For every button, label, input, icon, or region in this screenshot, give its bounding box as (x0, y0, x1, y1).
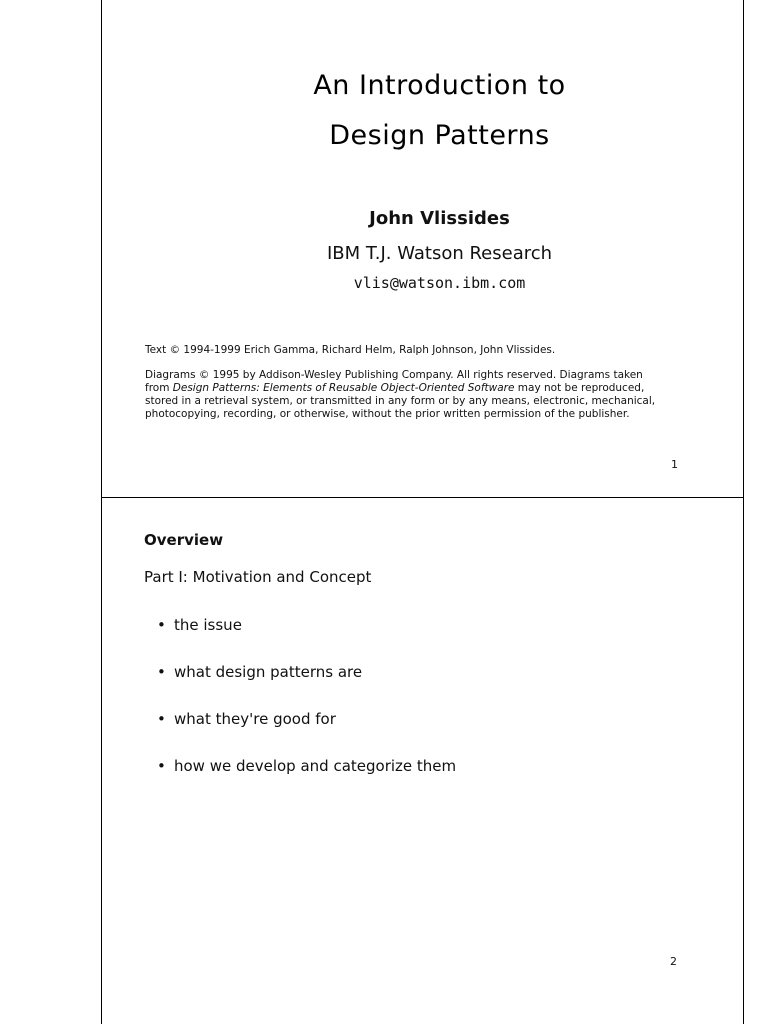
author-email: vlis@watson.ibm.com (353, 274, 526, 292)
page-number: 2 (670, 955, 677, 968)
bullet-icon: • (157, 757, 166, 775)
copyright-diagrams-line-1: Diagrams © 1995 by Addison-Wesley Publishing Company. All rights reserved. Diagrams taken (145, 369, 643, 381)
copyright-text: Text © 1994-1999 Erich Gamma, Richard Helm, Ralph Johnson, John Vlissides. (145, 344, 556, 356)
list-item (157, 616, 242, 634)
affiliation: IBM T.J. Watson Research (326, 243, 553, 264)
bullet-icon: • (157, 663, 166, 681)
page-number: 1 (671, 458, 678, 471)
bullet-icon: • (157, 710, 166, 728)
slide-title-page (102, 0, 743, 497)
copyright-line-2-prefix: from (145, 382, 173, 394)
bullet-icon: • (157, 616, 166, 634)
list-item-text: the issue (174, 616, 242, 634)
copyright-diagrams-line-3: stored in a retrieval system, or transmitted in any form or by any means, electronic, mechanical, (145, 395, 656, 407)
list-item-text: what design patterns are (174, 663, 363, 681)
page-border-right (743, 0, 744, 1024)
list-item-text: what they're good for (174, 710, 336, 728)
copyright-diagrams-line-4: photocopying, recording, or otherwise, without the prior written permission of the publisher. (145, 408, 630, 420)
slide-heading: Overview (144, 531, 224, 549)
title-line-2: Design Patterns (329, 120, 550, 151)
copyright-diagrams-line-2 (145, 382, 705, 395)
author-name: John Vlissides (369, 208, 510, 229)
slide-overview (102, 498, 743, 1024)
copyright-diagrams (145, 369, 705, 421)
title-line-1: An Introduction to (313, 70, 566, 101)
list-item (157, 663, 362, 681)
part-title: Part I: Motivation and Concept (144, 568, 372, 586)
list-item (157, 757, 456, 775)
book-title: Design Patterns: Elements of Reusable Object-Oriented Software (172, 382, 515, 394)
list-item (157, 710, 336, 728)
list-item-text: how we develop and categorize them (174, 757, 457, 775)
copyright-line-2-suffix: may not be reproduced, (514, 382, 645, 394)
